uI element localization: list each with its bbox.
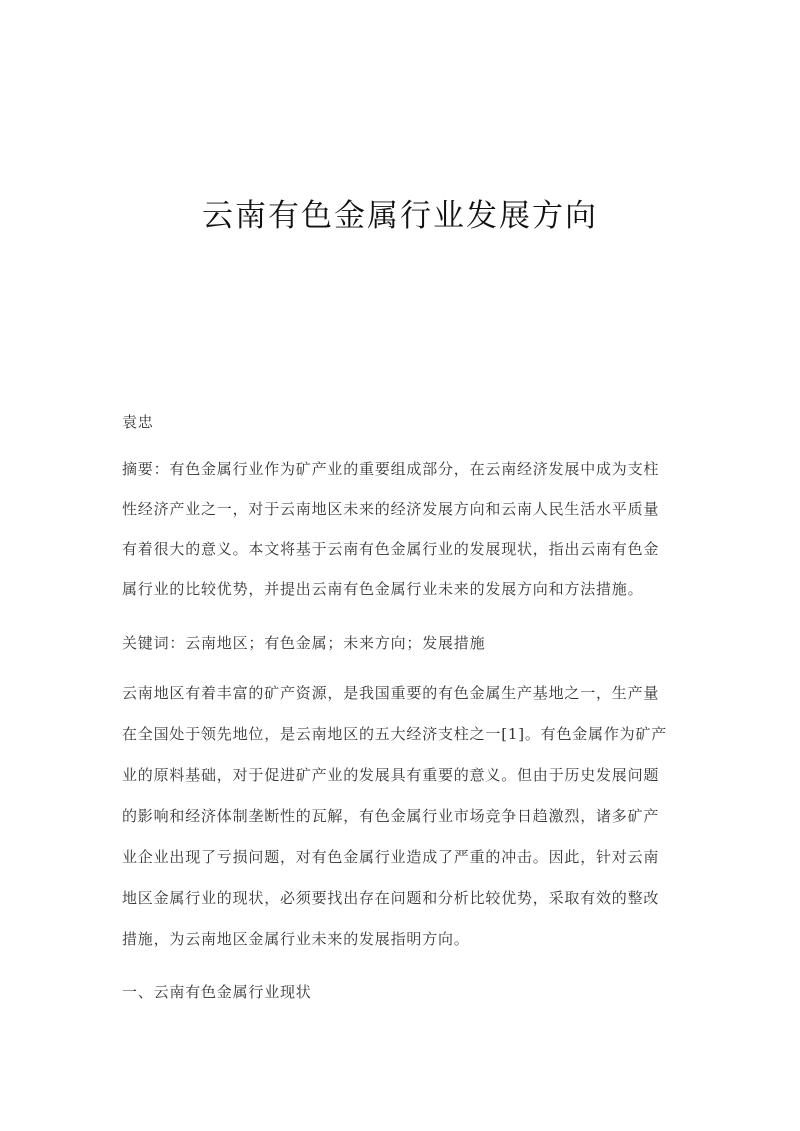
body-line: 在全国处于领先地位，是云南地区的五大经济支柱之一[1]。有色金属作为矿产 — [122, 725, 668, 743]
body-line: 措施，为云南地区金属行业未来的发展指明方向。 — [122, 930, 470, 948]
body-line: 业企业出现了亏损问题，对有色金属行业造成了严重的冲击。因此，针对云南 — [122, 848, 660, 866]
body-line: 业的原料基础，对于促进矿产业的发展具有重要的意义。但由于历史发展问题 — [122, 766, 660, 784]
body-line: 的影响和经济体制垄断性的瓦解，有色金属行业市场竞争日趋激烈，诸多矿产 — [122, 807, 660, 825]
abstract-line: 有着很大的意义。本文将基于云南有色金属行业的发展现状，指出云南有色金 — [122, 540, 660, 558]
section-heading: 一、云南有色金属行业现状 — [122, 983, 312, 1001]
abstract-line: 摘要：有色金属行业作为矿产业的重要组成部分，在云南经济发展中成为支柱 — [122, 460, 660, 478]
abstract-line: 属行业的比较优势，并提出云南有色金属行业未来的发展方向和方法措施。 — [122, 580, 644, 598]
document-title: 云南有色金属行业发展方向 — [202, 198, 598, 234]
keywords: 关键词：云南地区；有色金属；未来方向；发展措施 — [122, 634, 486, 652]
abstract-line: 性经济产业之一，对于云南地区未来的经济发展方向和云南人民生活水平质量 — [122, 500, 660, 518]
body-line: 云南地区有着丰富的矿产资源，是我国重要的有色金属生产基地之一，生产量 — [122, 684, 660, 702]
author: 袁忠 — [122, 413, 154, 431]
body-line: 地区金属行业的现状，必须要找出存在问题和分析比较优势，采取有效的整改 — [122, 889, 660, 907]
